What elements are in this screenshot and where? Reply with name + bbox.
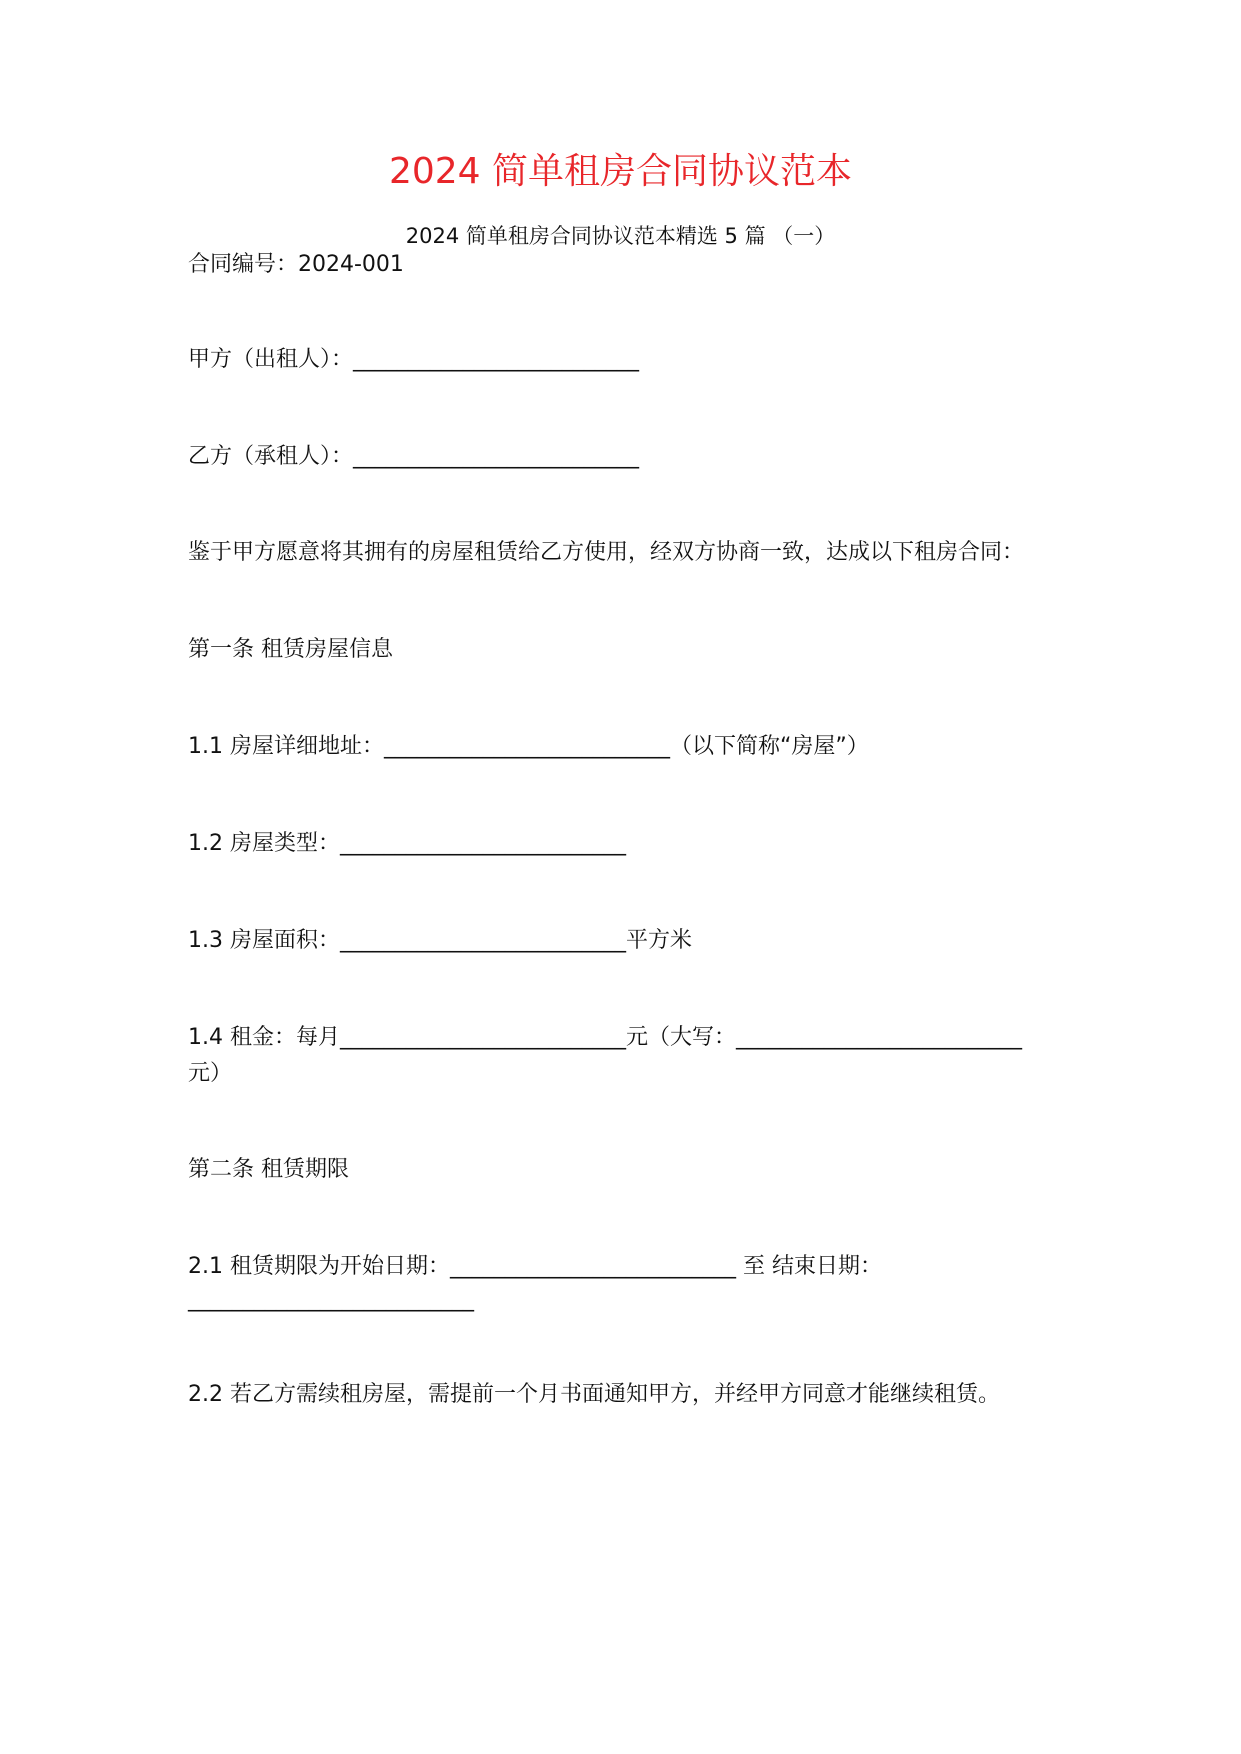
- contract-number: 合同编号：2024-001: [188, 252, 404, 277]
- party-b-line: 乙方（承租人）：__________________________: [188, 444, 640, 469]
- clause-1-4-line-1: 1.4 租金：每月__________________________元（大写：__________________________: [188, 1025, 1022, 1050]
- clause-1-4-line-2: 元）: [188, 1061, 233, 1086]
- preamble: 鉴于甲方愿意将其拥有的房屋租赁给乙方使用，经双方协商一致，达成以下租房合同：: [188, 540, 1025, 565]
- party-a-line: 甲方（出租人）：__________________________: [188, 347, 640, 372]
- clause-2-1-line-2: __________________________: [188, 1287, 474, 1312]
- clause-1-2: 1.2 房屋类型：__________________________: [188, 831, 626, 856]
- article-1-heading: 第一条 租赁房屋信息: [188, 637, 393, 662]
- clause-2-2: 2.2 若乙方需续租房屋，需提前一个月书面通知甲方，并经甲方同意才能继续租赁。: [188, 1382, 1000, 1407]
- article-2-heading: 第二条 租赁期限: [188, 1157, 349, 1182]
- clause-1-1: 1.1 房屋详细地址：__________________________（以下简称“房屋”）: [188, 734, 869, 759]
- clause-1-3: 1.3 房屋面积：__________________________平方米: [188, 928, 692, 953]
- clause-2-1-line-1: 2.1 租赁期限为开始日期：__________________________ 至 结束日期：: [188, 1254, 882, 1279]
- document-subtitle: 2024 简单租房合同协议范本精选 5 篇 （一）: [405, 224, 836, 248]
- document-title: 2024 简单租房合同协议范本: [388, 151, 853, 192]
